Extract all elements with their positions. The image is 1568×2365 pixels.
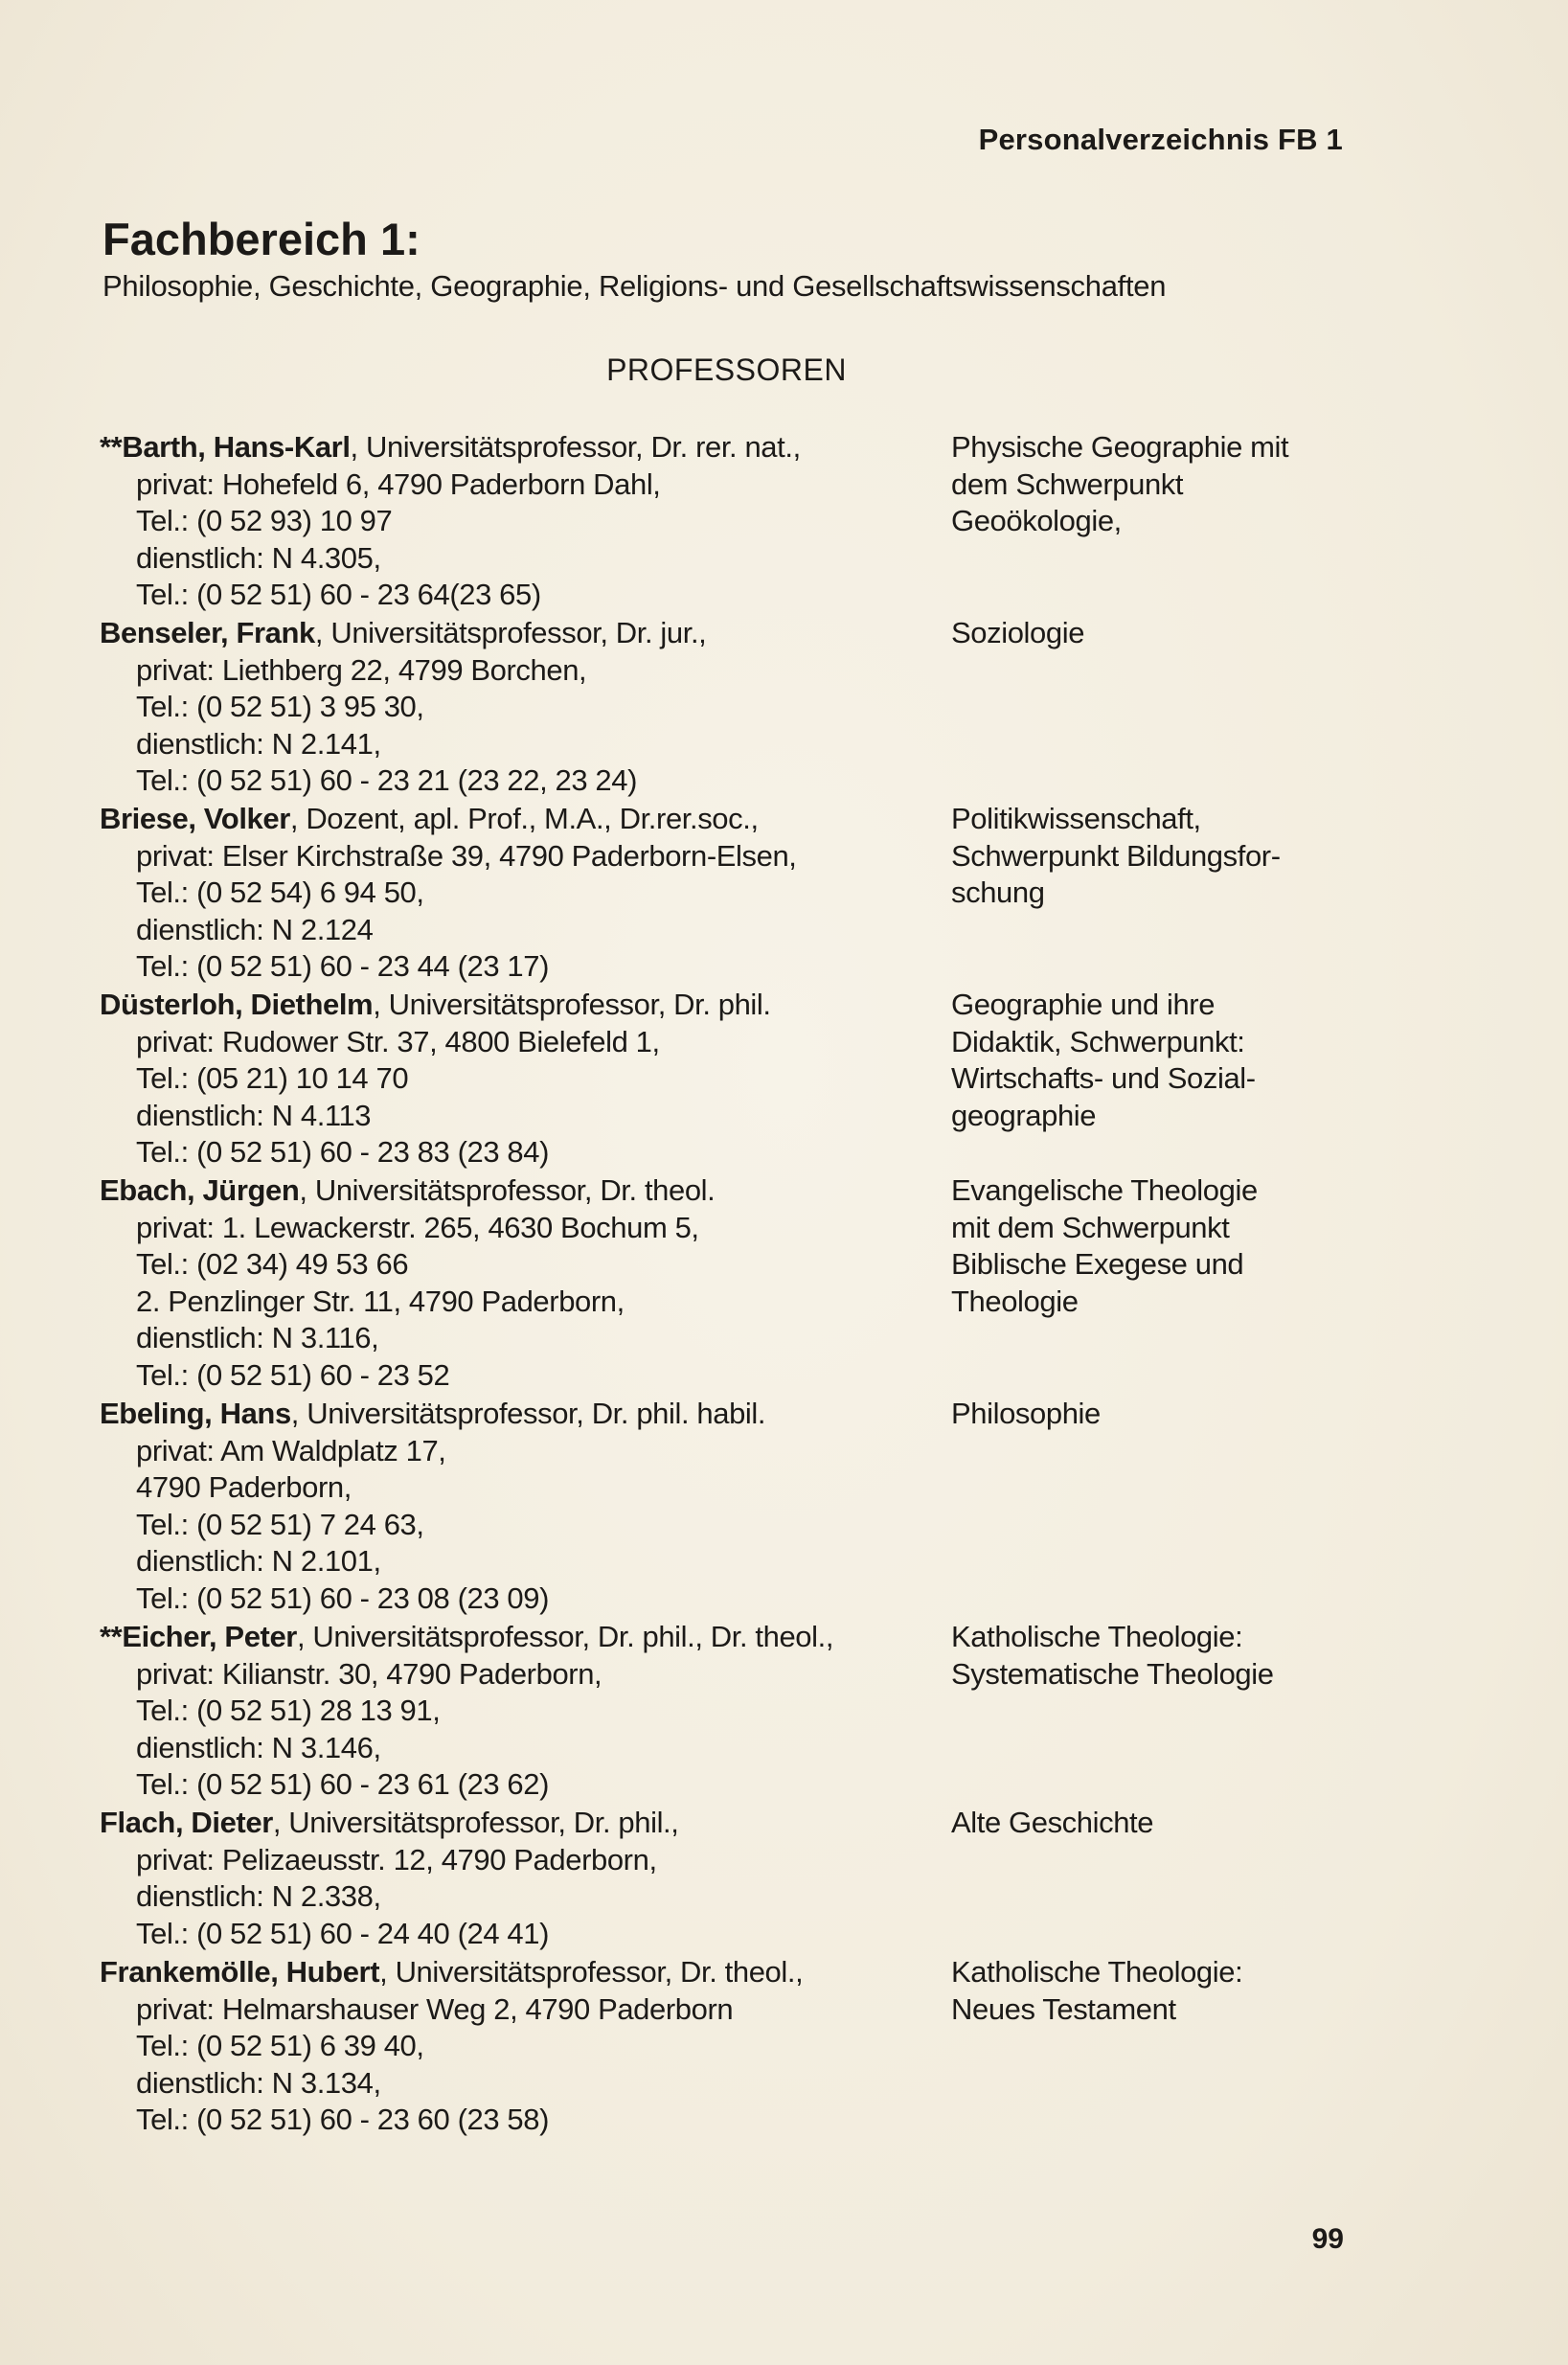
detail-line: dienstlich: N 2.141, — [136, 726, 381, 761]
detail-line: dienstlich: N 4.305, — [136, 540, 381, 575]
detail-line: dienstlich: N 2.101, — [136, 1544, 381, 1578]
staff-field — [951, 1172, 1363, 1320]
detail-line: Tel.: (0 52 51) 60 - 24 40 (24 41) — [136, 1916, 549, 1950]
field-line: Katholische Theologie: — [951, 1620, 1243, 1653]
staff-contact — [100, 429, 933, 614]
field-line: schung — [951, 876, 1045, 909]
field-line: Geoökologie, — [951, 504, 1122, 537]
detail-line: dienstlich: N 3.146, — [136, 1730, 381, 1764]
field-line: Soziologie — [951, 616, 1085, 649]
detail-line: privat: Am Waldplatz 17, — [136, 1433, 446, 1467]
staff-contact — [100, 1172, 933, 1394]
detail-line: privat: Kilianstr. 30, 4790 Paderborn, — [136, 1656, 602, 1691]
section-heading: PROFESSOREN — [606, 352, 847, 387]
staff-entry — [100, 429, 1364, 615]
field-line: geographie — [951, 1098, 1097, 1132]
staff-entry — [100, 987, 1364, 1172]
staff-name: Ebeling, Hans — [100, 1397, 291, 1430]
staff-title: , Universitätsprofessor, Dr. phil. — [373, 988, 771, 1021]
staff-list — [100, 429, 1364, 2140]
field-line: Systematische Theologie — [951, 1656, 1274, 1691]
field-line: dem Schwerpunkt — [951, 466, 1184, 501]
staff-contact — [100, 615, 933, 800]
field-line: Alte Geschichte — [951, 1806, 1154, 1839]
field-line: Philosophie — [951, 1397, 1101, 1430]
detail-line: Tel.: (0 52 51) 60 - 23 64(23 65) — [136, 578, 541, 611]
field-line: Didaktik, Schwerpunkt: — [951, 1024, 1245, 1058]
staff-name: Briese, Volker — [100, 802, 290, 835]
staff-field — [951, 801, 1363, 912]
staff-field — [951, 1954, 1363, 2028]
staff-field — [951, 615, 1363, 652]
detail-line: Tel.: (0 52 51) 28 13 91, — [136, 1694, 441, 1727]
detail-line: Tel.: (0 52 51) 60 - 23 21 (23 22, 23 24) — [136, 763, 637, 797]
detail-line: Tel.: (0 52 51) 60 - 23 83 (23 84) — [136, 1135, 549, 1169]
staff-name: Eicher, Peter — [122, 1620, 297, 1653]
staff-contact — [100, 1619, 933, 1804]
detail-line: dienstlich: N 2.338, — [136, 1879, 381, 1913]
detail-line: Tel.: (0 52 54) 6 94 50, — [136, 876, 424, 909]
field-line: Schwerpunkt Bildungsfor- — [951, 838, 1281, 873]
field-line: Evangelische Theologie — [951, 1173, 1258, 1207]
detail-line: Tel.: (0 52 51) 3 95 30, — [136, 690, 424, 723]
detail-line: Tel.: (0 52 51) 7 24 63, — [136, 1507, 424, 1541]
field-line: Geographie und ihre — [951, 988, 1216, 1021]
staff-entry — [100, 615, 1364, 801]
detail-line: 4790 Paderborn, — [136, 1470, 352, 1504]
detail-line: privat: Helmarshauser Weg 2, 4790 Paderborn — [136, 1991, 734, 2026]
detail-line: dienstlich: N 4.113 — [136, 1098, 372, 1132]
staff-title: , Universitätsprofessor, Dr. phil. habil. — [290, 1397, 766, 1430]
staff-name: Barth, Hans-Karl — [122, 430, 351, 464]
detail-line: Tel.: (05 21) 10 14 70 — [136, 1061, 409, 1095]
staff-title: , Universitätsprofessor, Dr. theol., — [379, 1955, 804, 1989]
detail-line: Tel.: (0 52 51) 6 39 40, — [136, 2029, 424, 2062]
entry-marker: ** — [100, 1620, 123, 1653]
staff-name: Benseler, Frank — [100, 616, 315, 649]
detail-line: Tel.: (0 52 93) 10 97 — [136, 504, 393, 537]
department-title: Fachbereich 1: — [102, 214, 420, 264]
field-line: Biblische Exegese und — [951, 1247, 1244, 1281]
staff-title: , Universitätsprofessor, Dr. theol. — [299, 1173, 716, 1207]
staff-entry — [100, 1619, 1364, 1805]
staff-title: , Universitätsprofessor, Dr. phil., — [272, 1806, 679, 1839]
field-line: Neues Testament — [951, 1991, 1176, 2026]
staff-entry — [100, 1805, 1364, 1954]
staff-entry — [100, 1172, 1364, 1396]
detail-line: privat: Hohefeld 6, 4790 Paderborn Dahl, — [136, 466, 661, 501]
field-line: Katholische Theologie: — [951, 1955, 1243, 1989]
detail-line: 2. Penzlinger Str. 11, 4790 Paderborn, — [136, 1284, 625, 1318]
staff-contact — [100, 1396, 933, 1617]
staff-field — [951, 987, 1363, 1134]
detail-line: privat: 1. Lewackerstr. 265, 4630 Bochum 5, — [136, 1210, 699, 1244]
detail-line: Tel.: (02 34) 49 53 66 — [136, 1247, 409, 1281]
staff-contact — [100, 1954, 933, 2139]
staff-field — [951, 1619, 1363, 1693]
staff-field — [951, 429, 1363, 540]
detail-line: privat: Rudower Str. 37, 4800 Bielefeld 1, — [136, 1024, 660, 1058]
staff-title: , Dozent, apl. Prof., M.A., Dr.rer.soc., — [289, 802, 759, 835]
staff-name: Frankemölle, Hubert — [100, 1955, 380, 1989]
staff-entry — [100, 801, 1364, 987]
detail-line: Tel.: (0 52 51) 60 - 23 08 (23 09) — [136, 1580, 549, 1615]
page-number: 99 — [1311, 2223, 1344, 2255]
field-line: Wirtschafts- und Sozial- — [951, 1061, 1256, 1095]
staff-name: Flach, Dieter — [100, 1806, 273, 1839]
detail-line: dienstlich: N 2.124 — [136, 912, 374, 946]
staff-contact — [100, 1805, 933, 1952]
field-line: mit dem Schwerpunkt — [951, 1210, 1230, 1244]
running-header: Personalverzeichnis FB 1 — [978, 123, 1343, 156]
field-line: Physische Geographie mit — [951, 430, 1289, 464]
detail-line: Tel.: (0 52 51) 60 - 23 44 (23 17) — [136, 949, 549, 983]
detail-line: Tel.: (0 52 51) 60 - 23 61 (23 62) — [136, 1767, 549, 1801]
staff-contact — [100, 801, 933, 986]
detail-line: privat: Pelizaeusstr. 12, 4790 Paderborn, — [136, 1842, 657, 1876]
staff-entry — [100, 1954, 1364, 2140]
detail-line: dienstlich: N 3.116, — [136, 1321, 379, 1354]
staff-field — [951, 1805, 1363, 1842]
entry-marker: ** — [100, 430, 123, 464]
field-line: Politikwissenschaft, — [951, 802, 1201, 835]
staff-name: Ebach, Jürgen — [100, 1173, 300, 1207]
detail-line: dienstlich: N 3.134, — [136, 2065, 381, 2100]
staff-title: , Universitätsprofessor, Dr. rer. nat., — [350, 430, 801, 464]
staff-entry — [100, 1396, 1364, 1619]
detail-line: Tel.: (0 52 51) 60 - 23 52 — [136, 1357, 450, 1392]
staff-field — [951, 1396, 1363, 1433]
department-subtitle: Philosophie, Geschichte, Geographie, Religions- und Gesellschaftswissenschaften — [102, 269, 1167, 303]
field-line: Theologie — [951, 1284, 1079, 1318]
detail-line: Tel.: (0 52 51) 60 - 23 60 (23 58) — [136, 2103, 549, 2136]
staff-contact — [100, 987, 933, 1171]
staff-title: , Universitätsprofessor, Dr. phil., Dr. theol., — [296, 1620, 834, 1653]
staff-title: , Universitätsprofessor, Dr. jur., — [314, 616, 707, 649]
staff-name: Düsterloh, Diethelm — [100, 988, 374, 1021]
detail-line: privat: Liethberg 22, 4799 Borchen, — [136, 652, 587, 687]
detail-line: privat: Elser Kirchstraße 39, 4790 Paderborn-Elsen, — [136, 838, 797, 873]
